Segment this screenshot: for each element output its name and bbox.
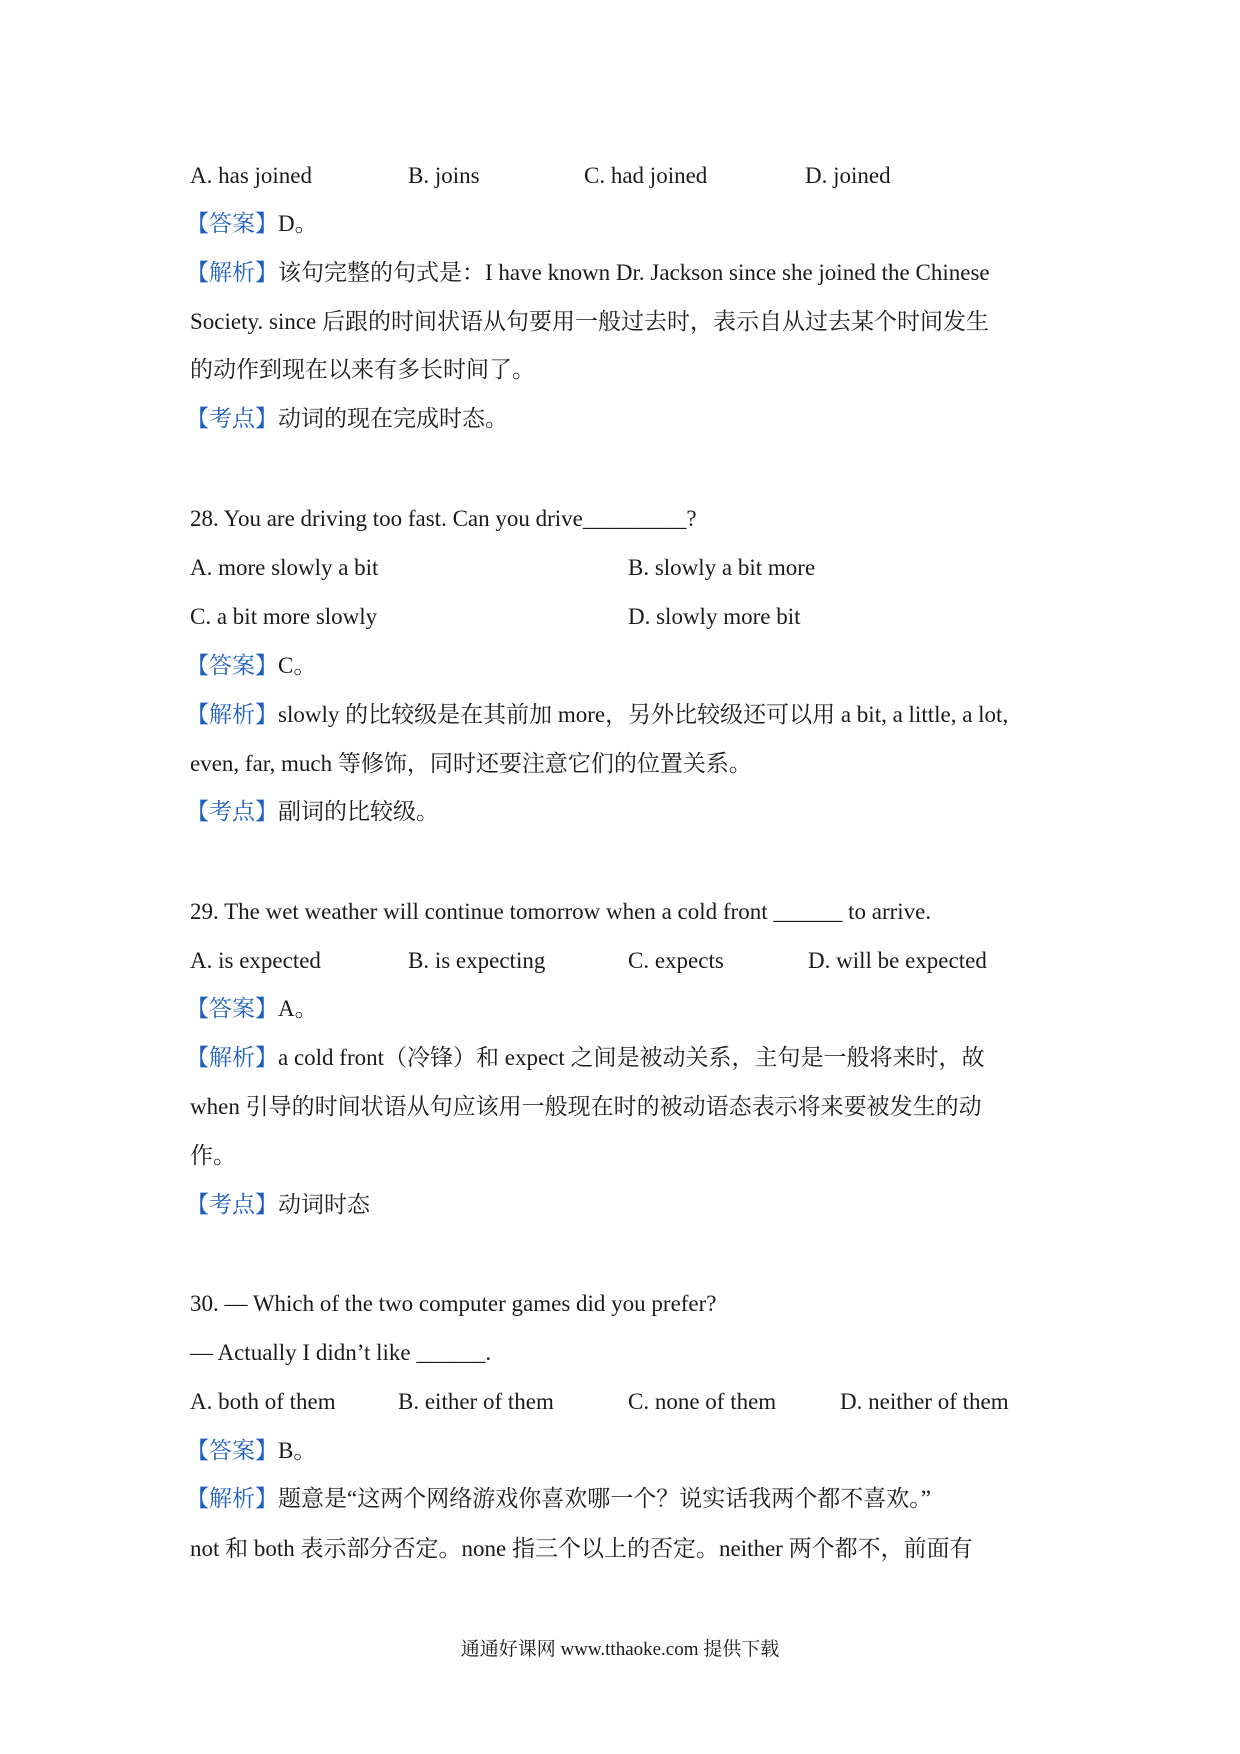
q27-point: 动词的现在完成时态。 bbox=[278, 406, 508, 431]
q27-option-c: C. had joined bbox=[584, 163, 708, 188]
q28-option-b: B. slowly a bit more bbox=[628, 555, 816, 580]
q30-answer-line bbox=[186, 1436, 317, 1466]
q30-analysis-text-1: 题意是“这两个网络游戏你喜欢哪一个？说实话我两个都不喜欢。” bbox=[278, 1486, 931, 1511]
page-footer: 通通好课网 www.tthaoke.com 提供下载 bbox=[460, 1639, 780, 1660]
q27-analysis-line-2: Society. since 后跟的时间状语从句要用一般过去时，表示自从过去某个时间发生 bbox=[190, 309, 990, 334]
q29-analysis-text-1: a cold front（冷锋）和 expect 之间是被动关系，主句是一般将来时，故 bbox=[278, 1045, 985, 1070]
answer-tag: 【答案】 bbox=[186, 996, 278, 1021]
q27-point-line bbox=[186, 404, 508, 434]
answer-tag: 【答案】 bbox=[186, 211, 278, 236]
q29-analysis-line-2: when 引导的时间状语从句应该用一般现在时的被动语态表示将来要被发生的动 bbox=[190, 1094, 982, 1119]
q29-answer: A。 bbox=[278, 996, 318, 1021]
q28-analysis-line-1 bbox=[186, 700, 1009, 730]
q28-option-d: D. slowly more bit bbox=[628, 604, 801, 629]
q28-option-a: A. more slowly a bit bbox=[190, 555, 379, 580]
analysis-tag: 【解析】 bbox=[186, 1045, 278, 1070]
q28-point-line bbox=[186, 797, 439, 827]
answer-tag: 【答案】 bbox=[186, 1438, 278, 1463]
q30-stem: 30. — Which of the two computer games did you prefer? bbox=[190, 1291, 717, 1316]
q29-answer-line bbox=[186, 994, 318, 1024]
q29-option-c: C. expects bbox=[628, 948, 724, 973]
q29-option-a: A. is expected bbox=[190, 948, 321, 973]
q29-point: 动词时态 bbox=[278, 1192, 370, 1217]
q29-analysis-line-3: 作。 bbox=[190, 1143, 236, 1168]
q28-answer: C。 bbox=[278, 653, 317, 678]
q28-analysis-text-1: slowly 的比较级是在其前加 more，另外比较级还可以用 a bit, a little, a lot, bbox=[278, 702, 1009, 727]
q29-option-b: B. is expecting bbox=[408, 948, 546, 973]
q30-option-d: D. neither of them bbox=[840, 1389, 1009, 1414]
q27-option-b: B. joins bbox=[408, 163, 480, 188]
point-tag: 【考点】 bbox=[186, 799, 278, 824]
q27-analysis-text-1: 该句完整的句式是：I have known Dr. Jackson since she joined the Chinese bbox=[278, 260, 990, 285]
q30-analysis-line-2: not 和 both 表示部分否定。none 指三个以上的否定。neither 两个都不，前面有 bbox=[190, 1536, 973, 1561]
q29-option-d: D. will be expected bbox=[808, 948, 987, 973]
q30-option-a: A. both of them bbox=[190, 1389, 336, 1414]
q27-answer: D。 bbox=[278, 211, 318, 236]
q28-option-c: C. a bit more slowly bbox=[190, 604, 378, 629]
analysis-tag: 【解析】 bbox=[186, 1486, 278, 1511]
q30-option-b: B. either of them bbox=[398, 1389, 554, 1414]
q30-answer: B。 bbox=[278, 1438, 317, 1463]
point-tag: 【考点】 bbox=[186, 406, 278, 431]
q28-answer-line bbox=[186, 651, 317, 681]
analysis-tag: 【解析】 bbox=[186, 260, 278, 285]
q28-analysis-line-2: even, far, much 等修饰，同时还要注意它们的位置关系。 bbox=[190, 751, 752, 776]
q30-stem-reply: — Actually I didn’t like ______. bbox=[190, 1340, 492, 1365]
q27-option-a: A. has joined bbox=[190, 163, 313, 188]
analysis-tag: 【解析】 bbox=[186, 702, 278, 727]
q28-point: 副词的比较级。 bbox=[278, 799, 439, 824]
q29-stem: 29. The wet weather will continue tomorrow when a cold front ______ to arrive. bbox=[190, 899, 932, 924]
q29-analysis-line-1 bbox=[186, 1043, 985, 1073]
answer-tag: 【答案】 bbox=[186, 653, 278, 678]
q27-analysis-line-3: 的动作到现在以来有多长时间了。 bbox=[190, 357, 535, 382]
q29-point-line bbox=[186, 1190, 370, 1220]
q30-option-c: C. none of them bbox=[628, 1389, 777, 1414]
q27-option-d: D. joined bbox=[805, 163, 891, 188]
q28-stem: 28. You are driving too fast. Can you drive_________? bbox=[190, 506, 697, 531]
point-tag: 【考点】 bbox=[186, 1192, 278, 1217]
q27-answer-line bbox=[186, 209, 318, 239]
q27-analysis-line-1 bbox=[186, 258, 990, 288]
q30-analysis-line-1 bbox=[186, 1484, 931, 1514]
